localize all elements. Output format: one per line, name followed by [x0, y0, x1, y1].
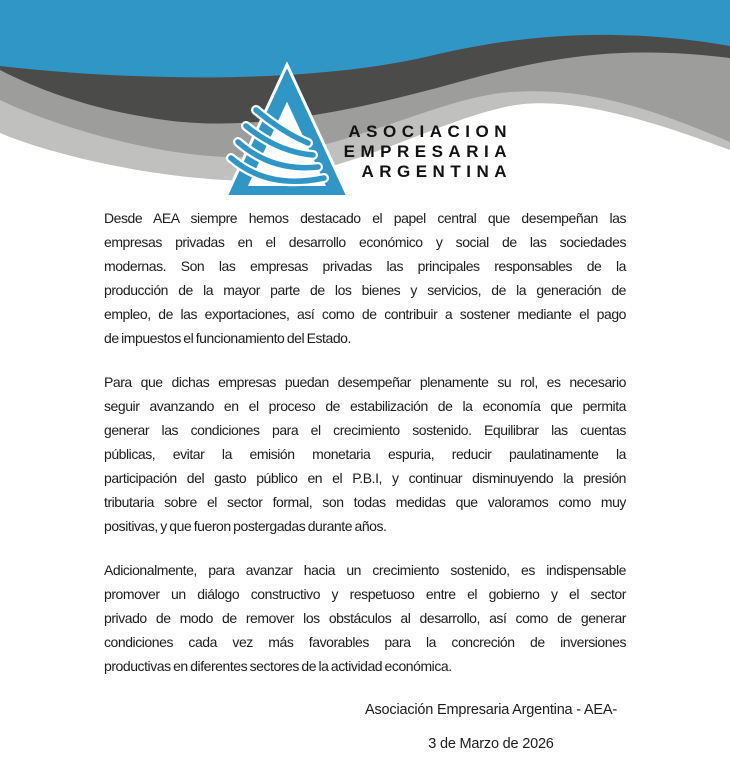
- paragraph-line: productivas en diferentes sectores de la actividad económica.: [104, 658, 452, 674]
- paragraph-line: Adicionalmente, para avanzar hacia un crecimiento sostenido, es indispensable: [104, 562, 626, 578]
- paragraph-3: [104, 558, 626, 678]
- paragraph-line: privado de modo de remover los obstáculos al desarrollo, así como de generar: [104, 610, 626, 626]
- paragraph-line: condiciones cada vez más favorables para la concreción de inversiones: [104, 634, 626, 650]
- paragraph-line: seguir avanzando en el proceso de estabilización de la economía que permita: [104, 398, 626, 414]
- paragraph-line: Desde AEA siempre hemos destacado el papel central que desempeñan las: [104, 210, 626, 226]
- paragraph-line: de impuestos el funcionamiento del Estado.: [104, 330, 351, 346]
- logo-wordmark-line1: ASOCIACION: [348, 122, 512, 141]
- paragraph-line: modernas. Son las empresas privadas las principales responsables de la: [104, 258, 626, 274]
- letter-body: [104, 195, 626, 698]
- paragraph-line: tributaria sobre el sector formal, son todas medidas que valoramos como muy: [104, 494, 626, 510]
- paragraph-line: Para que dichas empresas puedan desempeñar plenamente su rol, es necesario: [104, 374, 626, 390]
- paragraph-line: producción de la mayor parte de los bienes y servicios, de la generación de: [104, 282, 626, 298]
- paragraph-line: empresas privadas en el desarrollo económico y social de las sociedades: [104, 234, 626, 250]
- paragraph-line: promover un diálogo constructivo y respetuoso entre el gobierno y el sector: [104, 586, 626, 602]
- paragraph-line: generar las condiciones para el crecimiento sostenido. Equilibrar las cuentas: [104, 422, 626, 438]
- paragraph-1: [104, 206, 626, 350]
- logo-wordmark-line3: ARGENTINA: [361, 162, 512, 181]
- paragraph-2: [104, 370, 626, 538]
- paragraph-line: participación del gasto público en el P.B.I, y continuar disminuyendo la presión: [104, 470, 626, 486]
- date-line: 3 de Marzo de 2026: [428, 736, 554, 752]
- letterhead-header: [0, 0, 730, 195]
- logo-wordmark-line2: EMPRESARIA: [343, 142, 512, 161]
- paragraph-line: empleo, de las exportaciones, así como de contribuir a sostener mediante el pago: [104, 306, 626, 322]
- paragraph-line: públicas, evitar la emisión monetaria espuria, reducir paulatinamente la: [104, 446, 626, 462]
- paragraph-line: positivas, y que fueron postergadas durante años.: [104, 518, 387, 534]
- signature-line: Asociación Empresaria Argentina - AEA-: [365, 702, 617, 718]
- letter-footer: [0, 698, 730, 756]
